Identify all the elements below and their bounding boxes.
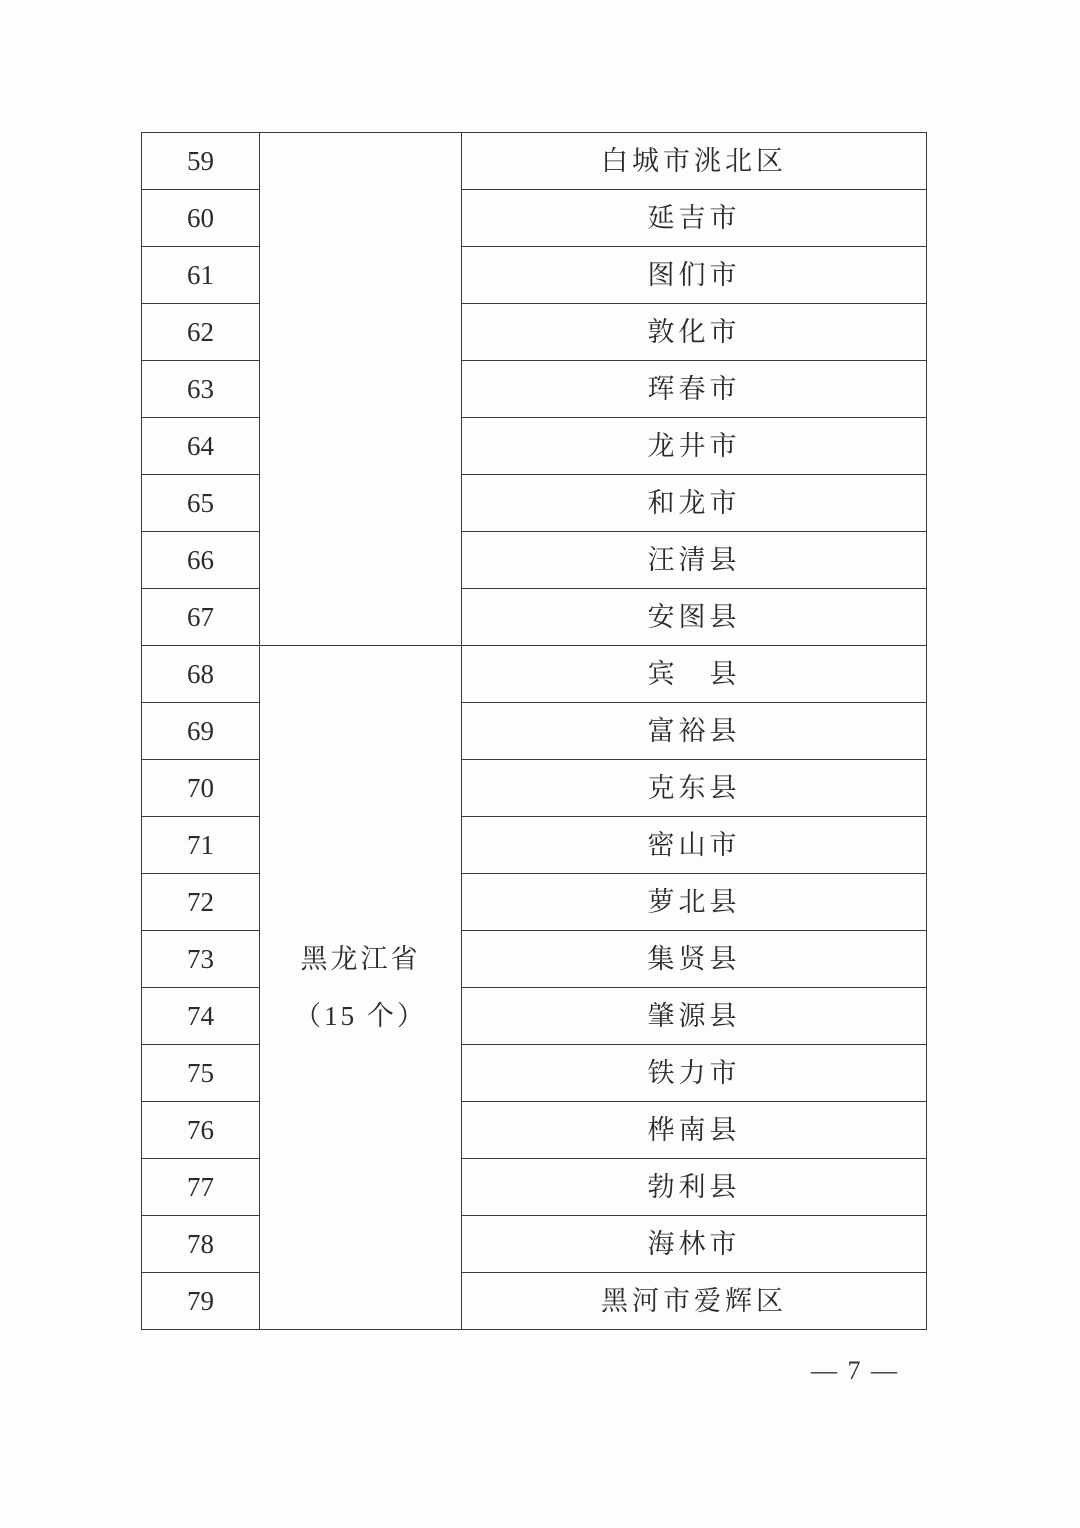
county-name: 勃利县	[462, 1159, 927, 1216]
county-name: 宾 县	[462, 646, 927, 703]
row-number: 72	[142, 874, 260, 931]
county-name: 敦化市	[462, 304, 927, 361]
county-name: 延吉市	[462, 190, 927, 247]
row-number: 69	[142, 703, 260, 760]
row-number: 71	[142, 817, 260, 874]
county-name: 铁力市	[462, 1045, 927, 1102]
table-row	[142, 1045, 927, 1102]
table-row	[142, 1273, 927, 1330]
row-number: 61	[142, 247, 260, 304]
table-row	[142, 1216, 927, 1273]
row-number: 75	[142, 1045, 260, 1102]
county-name: 黑河市爱辉区	[462, 1273, 927, 1330]
page-number: — 7 —	[811, 1356, 899, 1385]
table-row	[142, 1159, 927, 1216]
county-name: 桦南县	[462, 1102, 927, 1159]
table-row	[142, 532, 927, 589]
row-number: 64	[142, 418, 260, 475]
county-name: 萝北县	[462, 874, 927, 931]
row-number: 66	[142, 532, 260, 589]
row-number: 73	[142, 931, 260, 988]
row-number: 74	[142, 988, 260, 1045]
county-name: 密山市	[462, 817, 927, 874]
row-number: 67	[142, 589, 260, 646]
table-row	[142, 760, 927, 817]
county-name: 图们市	[462, 247, 927, 304]
row-number: 63	[142, 361, 260, 418]
table-row	[142, 361, 927, 418]
row-number: 62	[142, 304, 260, 361]
county-name: 白城市洮北区	[462, 133, 927, 190]
table-row	[142, 475, 927, 532]
table-row	[142, 247, 927, 304]
county-name: 汪清县	[462, 532, 927, 589]
table-row	[142, 931, 927, 988]
province-cell	[260, 133, 462, 646]
county-name: 安图县	[462, 589, 927, 646]
row-number: 76	[142, 1102, 260, 1159]
province-name: 黑龙江省	[300, 943, 421, 975]
row-number: 60	[142, 190, 260, 247]
province-count: （15 个）	[294, 1000, 427, 1031]
county-name: 集贤县	[462, 931, 927, 988]
table-row	[142, 646, 927, 703]
county-name: 和龙市	[462, 475, 927, 532]
row-number: 70	[142, 760, 260, 817]
county-name: 克东县	[462, 760, 927, 817]
table-row	[142, 703, 927, 760]
county-name: 富裕县	[462, 703, 927, 760]
row-number: 65	[142, 475, 260, 532]
row-number: 59	[142, 133, 260, 190]
table-row	[142, 1102, 927, 1159]
row-number: 78	[142, 1216, 260, 1273]
province-cell	[260, 646, 462, 1330]
county-name: 肇源县	[462, 988, 927, 1045]
table-row	[142, 133, 927, 190]
table-row	[142, 817, 927, 874]
table-row	[142, 418, 927, 475]
county-list-table	[141, 132, 927, 1330]
table-row	[142, 874, 927, 931]
row-number: 77	[142, 1159, 260, 1216]
county-name: 珲春市	[462, 361, 927, 418]
table-row	[142, 988, 927, 1045]
county-name: 海林市	[462, 1216, 927, 1273]
row-number: 68	[142, 646, 260, 703]
row-number: 79	[142, 1273, 260, 1330]
county-name: 龙井市	[462, 418, 927, 475]
table-row	[142, 589, 927, 646]
table-row	[142, 304, 927, 361]
table-row	[142, 190, 927, 247]
